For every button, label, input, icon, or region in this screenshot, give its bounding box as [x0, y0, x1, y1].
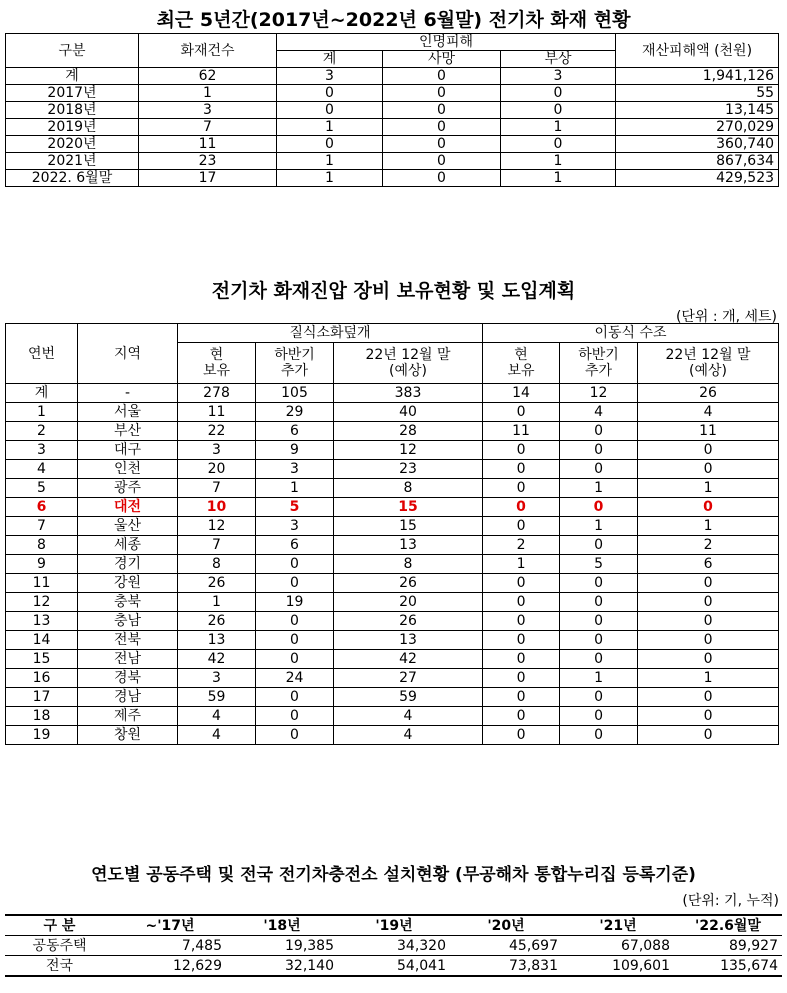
value-cell: 54,041 — [338, 956, 450, 977]
blanket-current-cell: 10 — [178, 498, 256, 517]
row-label: 계 — [6, 68, 139, 85]
tank-current-cell: 0 — [483, 726, 560, 745]
blanket-added-cell: 0 — [256, 726, 334, 745]
table-row — [6, 422, 779, 441]
no-cell: 13 — [6, 612, 78, 631]
tank-current-cell: 0 — [483, 498, 560, 517]
table-row — [6, 136, 779, 153]
tank-added-cell: 0 — [560, 631, 638, 650]
blanket-plan-cell: 27 — [334, 669, 483, 688]
header-tank: 이동식 수조 — [483, 324, 779, 343]
deaths-cell: 0 — [383, 119, 501, 136]
tank-plan-cell: 1 — [638, 479, 779, 498]
blanket-plan-cell: 15 — [334, 517, 483, 536]
injuries-cell: 0 — [501, 85, 616, 102]
tank-plan-cell: 1 — [638, 517, 779, 536]
table-row — [6, 441, 779, 460]
fire-count-cell: 7 — [139, 119, 277, 136]
region-cell: 경북 — [78, 669, 178, 688]
table-row — [6, 403, 779, 422]
header-fire-count: 화재건수 — [139, 34, 277, 68]
region-cell: 부산 — [78, 422, 178, 441]
tank-added-cell: 0 — [560, 574, 638, 593]
value-cell: 12,629 — [114, 956, 226, 977]
tank-current-cell: 0 — [483, 593, 560, 612]
no-cell: 3 — [6, 441, 78, 460]
no-cell: 19 — [6, 726, 78, 745]
tank-current-cell: 1 — [483, 555, 560, 574]
blanket-current-cell: 4 — [178, 726, 256, 745]
blanket-current-cell: 1 — [178, 593, 256, 612]
fire-count-cell: 1 — [139, 85, 277, 102]
table-row — [6, 102, 779, 119]
damage-cell: 429,523 — [616, 170, 779, 187]
damage-cell: 1,941,126 — [616, 68, 779, 85]
damage-cell: 360,740 — [616, 136, 779, 153]
injuries-cell: 0 — [501, 136, 616, 153]
region-cell: 인천 — [78, 460, 178, 479]
blanket-current-cell: 12 — [178, 517, 256, 536]
blanket-plan-cell: 12 — [334, 441, 483, 460]
blanket-plan-cell: 59 — [334, 688, 483, 707]
blanket-plan-cell: 26 — [334, 574, 483, 593]
header-tank-added: 하반기 추가 — [560, 343, 638, 384]
value-cell: 89,927 — [674, 936, 782, 956]
blanket-added-cell: 24 — [256, 669, 334, 688]
tank-plan-cell: 0 — [638, 593, 779, 612]
fire-count-cell: 23 — [139, 153, 277, 170]
tank-plan-cell: 0 — [638, 574, 779, 593]
deaths-cell: 0 — [383, 136, 501, 153]
tank-plan-cell: 0 — [638, 460, 779, 479]
blanket-plan-cell: 383 — [334, 384, 483, 403]
table-row — [6, 384, 779, 403]
blanket-current-cell: 26 — [178, 612, 256, 631]
header-row — [5, 915, 782, 936]
table-row — [6, 153, 779, 170]
blanket-added-cell: 6 — [256, 536, 334, 555]
table-row — [6, 555, 779, 574]
blanket-added-cell: 0 — [256, 650, 334, 669]
tank-current-cell: 0 — [483, 669, 560, 688]
value-cell: 73,831 — [450, 956, 562, 977]
tank-added-cell: 0 — [560, 422, 638, 441]
no-cell: 4 — [6, 460, 78, 479]
table-row — [6, 650, 779, 669]
injuries-cell: 1 — [501, 119, 616, 136]
region-cell: 경기 — [78, 555, 178, 574]
region-cell: 창원 — [78, 726, 178, 745]
row-label: 2018년 — [6, 102, 139, 119]
tank-plan-cell: 0 — [638, 441, 779, 460]
tank-plan-cell: 0 — [638, 650, 779, 669]
header-property-damage: 재산피해액 (천원) — [616, 34, 779, 68]
region-cell: 제주 — [78, 707, 178, 726]
tank-added-cell: 0 — [560, 460, 638, 479]
no-cell: 1 — [6, 403, 78, 422]
row-label: 공동주택 — [5, 936, 114, 956]
deaths-cell: 0 — [383, 153, 501, 170]
blanket-current-cell: 4 — [178, 707, 256, 726]
value-cell: 45,697 — [450, 936, 562, 956]
blanket-added-cell: 0 — [256, 631, 334, 650]
equipment-table — [5, 323, 779, 745]
tank-plan-cell: 4 — [638, 403, 779, 422]
blanket-added-cell: 3 — [256, 460, 334, 479]
blanket-current-cell: 3 — [178, 441, 256, 460]
no-cell: 8 — [6, 536, 78, 555]
column-header: '18년 — [226, 915, 338, 936]
table-row — [6, 669, 779, 688]
no-cell: 15 — [6, 650, 78, 669]
tank-current-cell: 0 — [483, 707, 560, 726]
casualty-total-cell: 1 — [277, 170, 383, 187]
damage-cell: 270,029 — [616, 119, 779, 136]
table-row — [6, 498, 779, 517]
tank-added-cell: 0 — [560, 441, 638, 460]
fire-count-cell: 17 — [139, 170, 277, 187]
table-row — [6, 170, 779, 187]
injuries-cell: 3 — [501, 68, 616, 85]
no-cell: 2 — [6, 422, 78, 441]
column-header: 구 분 — [5, 915, 114, 936]
blanket-current-cell: 59 — [178, 688, 256, 707]
injuries-cell: 1 — [501, 153, 616, 170]
injuries-cell: 0 — [501, 102, 616, 119]
region-cell: 충북 — [78, 593, 178, 612]
blanket-plan-cell: 13 — [334, 536, 483, 555]
row-label: 전국 — [5, 956, 114, 977]
blanket-current-cell: 278 — [178, 384, 256, 403]
tank-plan-cell: 0 — [638, 726, 779, 745]
region-cell: 강원 — [78, 574, 178, 593]
chargers-table — [5, 914, 782, 977]
blanket-added-cell: 19 — [256, 593, 334, 612]
no-cell: 9 — [6, 555, 78, 574]
table-row — [6, 593, 779, 612]
table-row — [5, 936, 782, 956]
region-cell: 대전 — [78, 498, 178, 517]
table-row — [6, 479, 779, 498]
casualty-total-cell: 1 — [277, 153, 383, 170]
blanket-current-cell: 7 — [178, 479, 256, 498]
tank-added-cell: 12 — [560, 384, 638, 403]
blanket-current-cell: 13 — [178, 631, 256, 650]
blanket-plan-cell: 15 — [334, 498, 483, 517]
tank-current-cell: 2 — [483, 536, 560, 555]
value-cell: 19,385 — [226, 936, 338, 956]
region-cell: 전북 — [78, 631, 178, 650]
no-cell: 17 — [6, 688, 78, 707]
fire-count-cell: 62 — [139, 68, 277, 85]
table-row — [6, 119, 779, 136]
blanket-added-cell: 29 — [256, 403, 334, 422]
tank-current-cell: 0 — [483, 517, 560, 536]
casualty-total-cell: 3 — [277, 68, 383, 85]
region-cell: 경남 — [78, 688, 178, 707]
header-blanket-added: 하반기 추가 — [256, 343, 334, 384]
injuries-cell: 1 — [501, 170, 616, 187]
tank-current-cell: 11 — [483, 422, 560, 441]
header-casualties: 인명피해 — [277, 34, 616, 51]
blanket-added-cell: 6 — [256, 422, 334, 441]
tank-added-cell: 0 — [560, 650, 638, 669]
table-row — [6, 85, 779, 102]
fire-count-cell: 3 — [139, 102, 277, 119]
blanket-added-cell: 0 — [256, 688, 334, 707]
no-cell: 12 — [6, 593, 78, 612]
header-tank-current: 현 보유 — [483, 343, 560, 384]
table-row — [6, 612, 779, 631]
damage-cell: 55 — [616, 85, 779, 102]
blanket-added-cell: 3 — [256, 517, 334, 536]
column-header: '21년 — [562, 915, 674, 936]
header-blanket-plan: 22년 12월 말 (예상) — [334, 343, 483, 384]
region-cell: 울산 — [78, 517, 178, 536]
no-cell: 5 — [6, 479, 78, 498]
blanket-plan-cell: 28 — [334, 422, 483, 441]
value-cell: 32,140 — [226, 956, 338, 977]
region-cell: 광주 — [78, 479, 178, 498]
column-header: '22.6월말 — [674, 915, 782, 936]
region-cell: 대구 — [78, 441, 178, 460]
tank-plan-cell: 0 — [638, 631, 779, 650]
tank-current-cell: 0 — [483, 612, 560, 631]
blanket-plan-cell: 4 — [334, 707, 483, 726]
blanket-added-cell: 0 — [256, 555, 334, 574]
tank-added-cell: 1 — [560, 479, 638, 498]
damage-cell: 13,145 — [616, 102, 779, 119]
damage-cell: 867,634 — [616, 153, 779, 170]
header-deaths: 사망 — [383, 51, 501, 68]
tank-added-cell: 0 — [560, 688, 638, 707]
tank-current-cell: 0 — [483, 479, 560, 498]
column-header: '20년 — [450, 915, 562, 936]
casualty-total-cell: 1 — [277, 119, 383, 136]
tank-added-cell: 0 — [560, 726, 638, 745]
no-cell: 6 — [6, 498, 78, 517]
blanket-added-cell: 1 — [256, 479, 334, 498]
header-blanket-current: 현 보유 — [178, 343, 256, 384]
tank-plan-cell: 6 — [638, 555, 779, 574]
casualty-total-cell: 0 — [277, 85, 383, 102]
blanket-current-cell: 8 — [178, 555, 256, 574]
tank-added-cell: 1 — [560, 517, 638, 536]
row-label: 2021년 — [6, 153, 139, 170]
value-cell: 109,601 — [562, 956, 674, 977]
blanket-added-cell: 0 — [256, 612, 334, 631]
casualty-total-cell: 0 — [277, 136, 383, 153]
tank-plan-cell: 1 — [638, 669, 779, 688]
header-no: 연번 — [6, 324, 78, 384]
region-cell: 세종 — [78, 536, 178, 555]
tank-plan-cell: 0 — [638, 707, 779, 726]
tank-added-cell: 4 — [560, 403, 638, 422]
blanket-plan-cell: 13 — [334, 631, 483, 650]
region-cell: 서울 — [78, 403, 178, 422]
header-category: 구분 — [6, 34, 139, 68]
fire-status-table — [5, 33, 779, 187]
no-cell: 18 — [6, 707, 78, 726]
table-row — [6, 536, 779, 555]
casualty-total-cell: 0 — [277, 102, 383, 119]
blanket-added-cell: 5 — [256, 498, 334, 517]
blanket-added-cell: 9 — [256, 441, 334, 460]
table-row — [6, 574, 779, 593]
no-cell: 계 — [6, 384, 78, 403]
tank-plan-cell: 0 — [638, 498, 779, 517]
table-row — [6, 68, 779, 85]
header-region: 지역 — [78, 324, 178, 384]
no-cell: 11 — [6, 574, 78, 593]
region-cell: 전남 — [78, 650, 178, 669]
tank-current-cell: 0 — [483, 403, 560, 422]
region-cell: - — [78, 384, 178, 403]
tank-plan-cell: 26 — [638, 384, 779, 403]
region-cell: 충남 — [78, 612, 178, 631]
table-row — [6, 707, 779, 726]
tank-added-cell: 0 — [560, 536, 638, 555]
tank-added-cell: 1 — [560, 669, 638, 688]
tank-current-cell: 0 — [483, 460, 560, 479]
table-row — [5, 956, 782, 977]
tank-plan-cell: 11 — [638, 422, 779, 441]
tank-plan-cell: 0 — [638, 612, 779, 631]
blanket-current-cell: 22 — [178, 422, 256, 441]
row-label: 2019년 — [6, 119, 139, 136]
tank-added-cell: 5 — [560, 555, 638, 574]
row-label: 2017년 — [6, 85, 139, 102]
tank-current-cell: 0 — [483, 688, 560, 707]
blanket-current-cell: 11 — [178, 403, 256, 422]
blanket-current-cell: 20 — [178, 460, 256, 479]
header-blanket: 질식소화덮개 — [178, 324, 483, 343]
blanket-plan-cell: 42 — [334, 650, 483, 669]
blanket-current-cell: 3 — [178, 669, 256, 688]
deaths-cell: 0 — [383, 102, 501, 119]
value-cell: 7,485 — [114, 936, 226, 956]
tank-current-cell: 0 — [483, 441, 560, 460]
tank-plan-cell: 0 — [638, 688, 779, 707]
tank-current-cell: 14 — [483, 384, 560, 403]
tank-current-cell: 0 — [483, 631, 560, 650]
tank-added-cell: 0 — [560, 612, 638, 631]
column-header: ~'17년 — [114, 915, 226, 936]
blanket-plan-cell: 26 — [334, 612, 483, 631]
deaths-cell: 0 — [383, 85, 501, 102]
table-row — [6, 460, 779, 479]
blanket-current-cell: 26 — [178, 574, 256, 593]
fire-status-title: 최근 5년간(2017년~2022년 6월말) 전기차 화재 현황 — [156, 9, 631, 31]
blanket-plan-cell: 23 — [334, 460, 483, 479]
blanket-plan-cell: 4 — [334, 726, 483, 745]
header-injuries: 부상 — [501, 51, 616, 68]
deaths-cell: 0 — [383, 170, 501, 187]
blanket-current-cell: 7 — [178, 536, 256, 555]
blanket-added-cell: 0 — [256, 574, 334, 593]
equipment-unit: (단위 : 개, 세트) — [675, 309, 777, 325]
tank-added-cell: 0 — [560, 707, 638, 726]
table-row — [6, 631, 779, 650]
blanket-plan-cell: 8 — [334, 555, 483, 574]
tank-current-cell: 0 — [483, 574, 560, 593]
tank-added-cell: 0 — [560, 498, 638, 517]
value-cell: 34,320 — [338, 936, 450, 956]
no-cell: 16 — [6, 669, 78, 688]
value-cell: 135,674 — [674, 956, 782, 977]
blanket-plan-cell: 20 — [334, 593, 483, 612]
blanket-plan-cell: 8 — [334, 479, 483, 498]
row-label: 2022. 6월말 — [6, 170, 139, 187]
tank-current-cell: 0 — [483, 650, 560, 669]
column-header: '19년 — [338, 915, 450, 936]
equipment-title: 전기차 화재진압 장비 보유현황 및 도입계획 — [211, 280, 576, 302]
value-cell: 67,088 — [562, 936, 674, 956]
header-tank-plan: 22년 12월 말 (예상) — [638, 343, 779, 384]
table-row — [6, 688, 779, 707]
blanket-added-cell: 105 — [256, 384, 334, 403]
chargers-unit: (단위: 기, 누적) — [682, 893, 779, 909]
no-cell: 14 — [6, 631, 78, 650]
fire-count-cell: 11 — [139, 136, 277, 153]
deaths-cell: 0 — [383, 68, 501, 85]
tank-added-cell: 0 — [560, 593, 638, 612]
blanket-current-cell: 42 — [178, 650, 256, 669]
table-row — [6, 517, 779, 536]
blanket-plan-cell: 40 — [334, 403, 483, 422]
chargers-title: 연도별 공동주택 및 전국 전기차충전소 설치현황 (무공해차 통합누리집 등록기준) — [91, 865, 696, 885]
tank-plan-cell: 2 — [638, 536, 779, 555]
blanket-added-cell: 0 — [256, 707, 334, 726]
header-casualty-total: 계 — [277, 51, 383, 68]
table-row — [6, 726, 779, 745]
no-cell: 7 — [6, 517, 78, 536]
row-label: 2020년 — [6, 136, 139, 153]
